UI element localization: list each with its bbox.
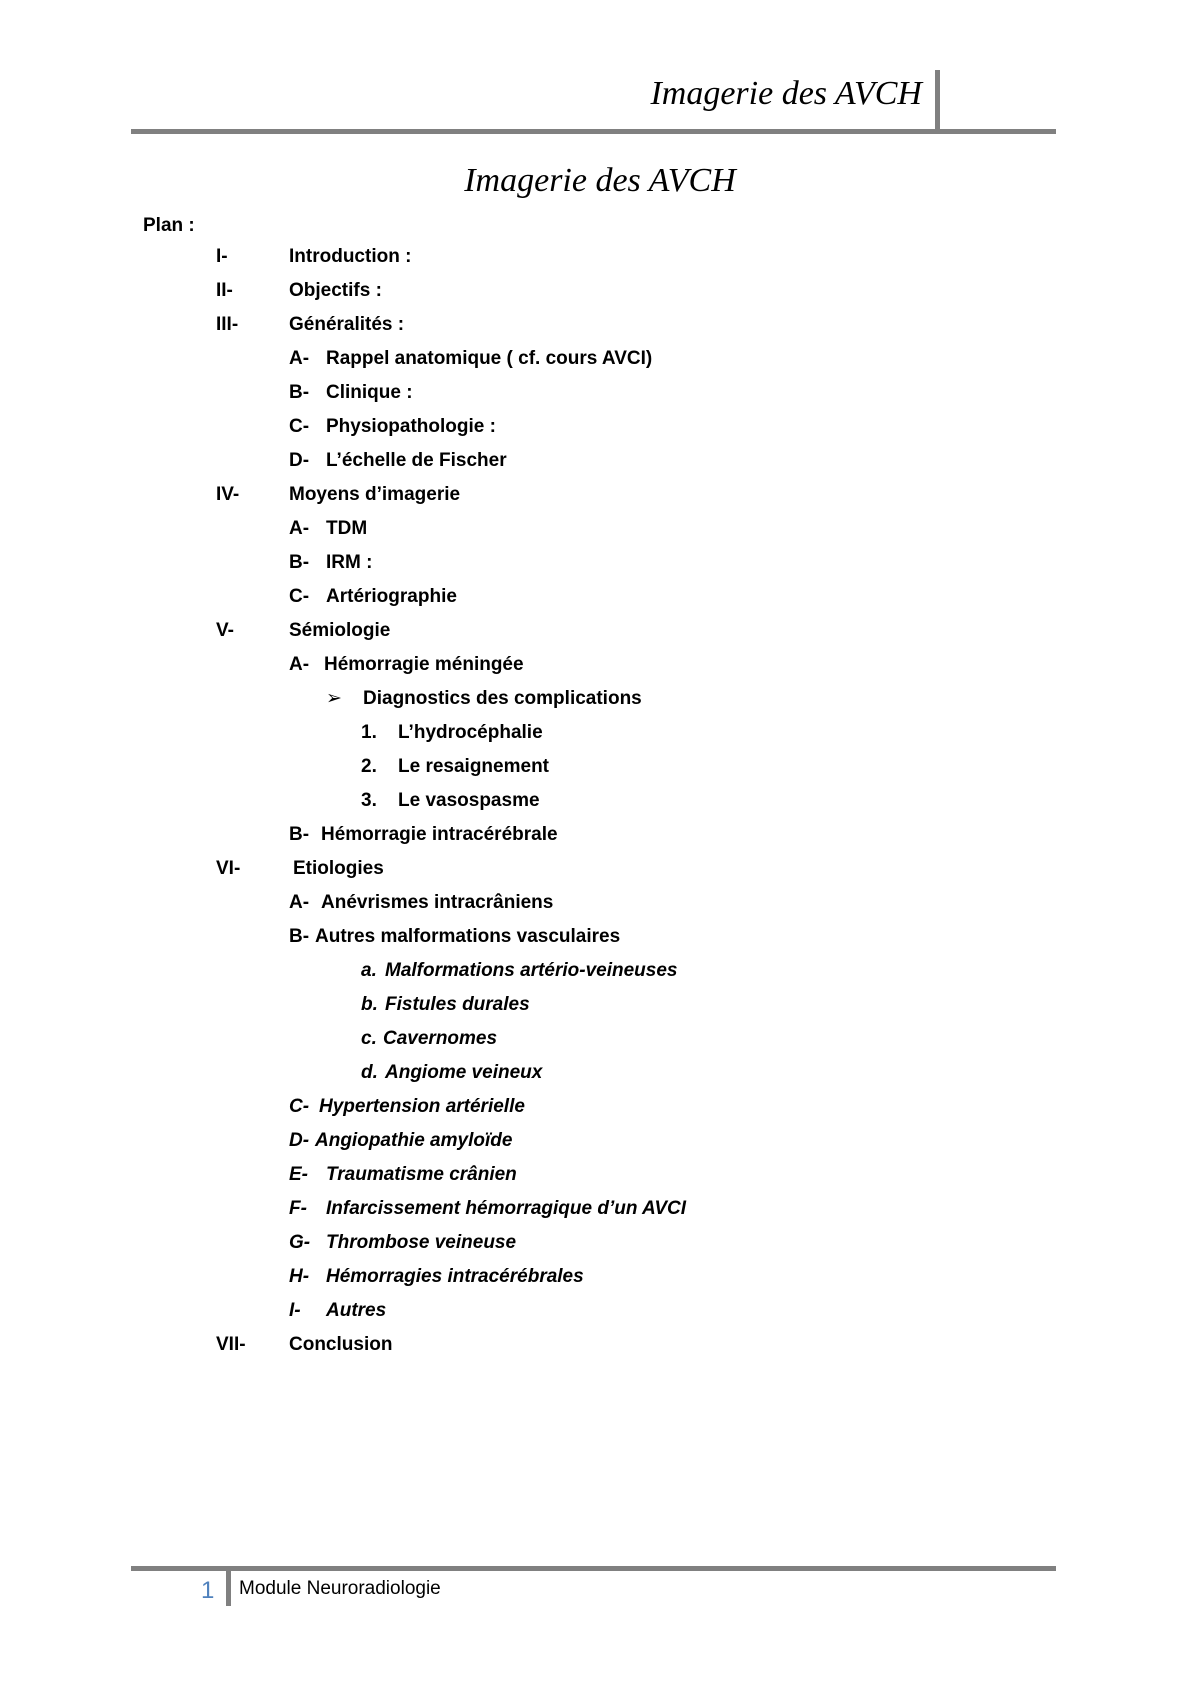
toc-label: Physiopathologie : xyxy=(326,416,496,437)
toc-marker: D- xyxy=(289,1130,310,1151)
toc-label: Etiologies xyxy=(293,858,384,879)
toc-marker: I- xyxy=(289,1300,301,1321)
toc-label: Traumatisme crânien xyxy=(326,1164,517,1185)
toc-marker: F- xyxy=(289,1198,307,1219)
toc-label: Clinique : xyxy=(326,382,413,403)
toc-marker: B- xyxy=(289,824,310,845)
toc-item-hydrocephalie xyxy=(361,719,543,747)
toc-label: Hémorragie intracérébrale xyxy=(321,824,558,845)
toc-label: Rappel anatomique ( cf. cours AVCI) xyxy=(326,348,653,369)
toc-label: Hémorragies intracérébrales xyxy=(326,1266,584,1287)
toc-marker: c. xyxy=(361,1028,377,1049)
toc-item-moyens-imagerie xyxy=(216,481,461,509)
toc-item-rappel-anatomique xyxy=(289,345,653,373)
toc-item-hypertension-arterielle xyxy=(289,1093,525,1121)
toc-item-traumatisme-cranien xyxy=(289,1161,517,1189)
header-title: Imagerie des AVCH xyxy=(650,75,922,112)
toc-marker: 3. xyxy=(361,790,377,811)
toc-item-vasospasme xyxy=(361,787,540,815)
toc-marker: H- xyxy=(289,1266,310,1287)
toc-item-echelle-fischer xyxy=(289,447,507,475)
toc-item-objectifs xyxy=(216,277,382,305)
toc-label: Cavernomes xyxy=(383,1028,498,1049)
footer-vertical-bar xyxy=(226,1566,231,1606)
footer-rule xyxy=(131,1566,1056,1571)
toc-label: Hémorragie méningée xyxy=(324,654,524,675)
toc-item-hemorragie-meningee xyxy=(289,651,524,679)
toc-marker: C- xyxy=(289,416,310,437)
toc-label: Artériographie xyxy=(326,586,457,607)
toc-marker: D- xyxy=(289,450,310,471)
header-vertical-bar xyxy=(935,70,940,132)
toc-item-arteriographie xyxy=(289,583,457,611)
toc-marker: G- xyxy=(289,1232,311,1253)
toc-marker: I- xyxy=(216,246,228,267)
toc-marker: A- xyxy=(289,654,310,675)
toc-item-hemorragies-intracerebrales xyxy=(289,1263,584,1291)
toc-marker: B- xyxy=(289,552,310,573)
toc-label: Thrombose veineuse xyxy=(326,1232,517,1253)
toc-item-resaignement xyxy=(361,753,549,781)
toc-item-thrombose-veineuse xyxy=(289,1229,517,1257)
toc-item-introduction xyxy=(216,243,412,271)
toc-item-angiome-veineux xyxy=(361,1059,543,1087)
toc-item-anevrismes xyxy=(289,889,554,917)
arrow-bullet-icon: ➢ xyxy=(326,688,342,709)
toc-marker: A- xyxy=(289,892,310,913)
toc-item-hemorragie-intracerebrale xyxy=(289,821,558,849)
toc-marker: III- xyxy=(216,314,239,335)
toc-label: TDM xyxy=(326,518,368,539)
toc-item-conclusion xyxy=(216,1331,393,1359)
document-title: Imagerie des AVCH xyxy=(464,162,736,199)
toc-label: L’échelle de Fischer xyxy=(326,450,507,471)
toc-item-angiopathie-amyloide xyxy=(289,1127,513,1155)
toc-label: Conclusion xyxy=(289,1334,393,1355)
toc-label: Introduction : xyxy=(289,246,412,267)
toc-label: Infarcissement hémorragique d’un AVCI xyxy=(326,1198,687,1219)
toc-marker: V- xyxy=(216,620,234,641)
toc-marker: 1. xyxy=(361,722,377,743)
toc-item-fistules-durales xyxy=(361,991,530,1019)
toc-label: Fistules durales xyxy=(385,994,530,1015)
toc-item-cavernomes xyxy=(361,1025,498,1053)
toc-marker: A- xyxy=(289,518,310,539)
toc-label: Autres xyxy=(326,1300,387,1321)
toc-marker: C- xyxy=(289,1096,310,1117)
toc-label: Anévrismes intracrâniens xyxy=(321,892,554,913)
toc-label: Généralités : xyxy=(289,314,405,335)
toc-label: Objectifs : xyxy=(289,280,382,301)
toc-label: Angiome veineux xyxy=(385,1062,543,1083)
toc-item-physiopathologie xyxy=(289,413,496,441)
toc-label: Autres malformations vasculaires xyxy=(315,926,621,947)
toc-marker: B- xyxy=(289,382,310,403)
toc-item-semiologie xyxy=(216,617,391,645)
toc-item-infarcissement-hemorragique xyxy=(289,1195,687,1223)
toc-marker: 2. xyxy=(361,756,377,777)
toc-marker: A- xyxy=(289,348,310,369)
toc-label: Le resaignement xyxy=(398,756,549,777)
toc-item-autres xyxy=(289,1297,387,1325)
page-number: 1 xyxy=(201,1577,215,1604)
toc-label: Moyens d’imagerie xyxy=(289,484,461,505)
toc-marker: II- xyxy=(216,280,233,301)
toc-marker: B- xyxy=(289,926,310,947)
toc-label: Angiopathie amyloïde xyxy=(315,1130,513,1151)
toc-item-clinique xyxy=(289,379,413,407)
toc-marker: d. xyxy=(361,1062,378,1083)
toc-marker: C- xyxy=(289,586,310,607)
toc-marker: VII- xyxy=(216,1334,246,1355)
toc-item-malformations-arterio-veineuses xyxy=(361,957,678,985)
plan-label: Plan : xyxy=(143,215,195,236)
toc-label: Sémiologie xyxy=(289,620,391,641)
toc-marker: IV- xyxy=(216,484,240,505)
toc-item-generalites xyxy=(216,311,405,339)
footer-text: Module Neuroradiologie xyxy=(239,1578,441,1599)
toc-marker: a. xyxy=(361,960,377,981)
toc-label: Le vasospasme xyxy=(398,790,540,811)
toc-marker: b. xyxy=(361,994,378,1015)
toc-item-diagnostics-complications xyxy=(326,685,642,713)
toc-label: IRM : xyxy=(326,552,373,573)
toc-label: Hypertension artérielle xyxy=(319,1096,525,1117)
toc-item-autres-malformations xyxy=(289,923,621,951)
toc-label: Malformations artério-veineuses xyxy=(385,960,678,981)
toc-label: L’hydrocéphalie xyxy=(398,722,543,743)
header-rule xyxy=(131,129,1056,134)
toc-item-irm xyxy=(289,549,373,577)
toc-item-etiologies xyxy=(216,855,384,883)
toc-label: Diagnostics des complications xyxy=(363,688,642,709)
toc-marker: VI- xyxy=(216,858,241,879)
toc-marker: E- xyxy=(289,1164,308,1185)
toc-item-tdm xyxy=(289,515,368,543)
